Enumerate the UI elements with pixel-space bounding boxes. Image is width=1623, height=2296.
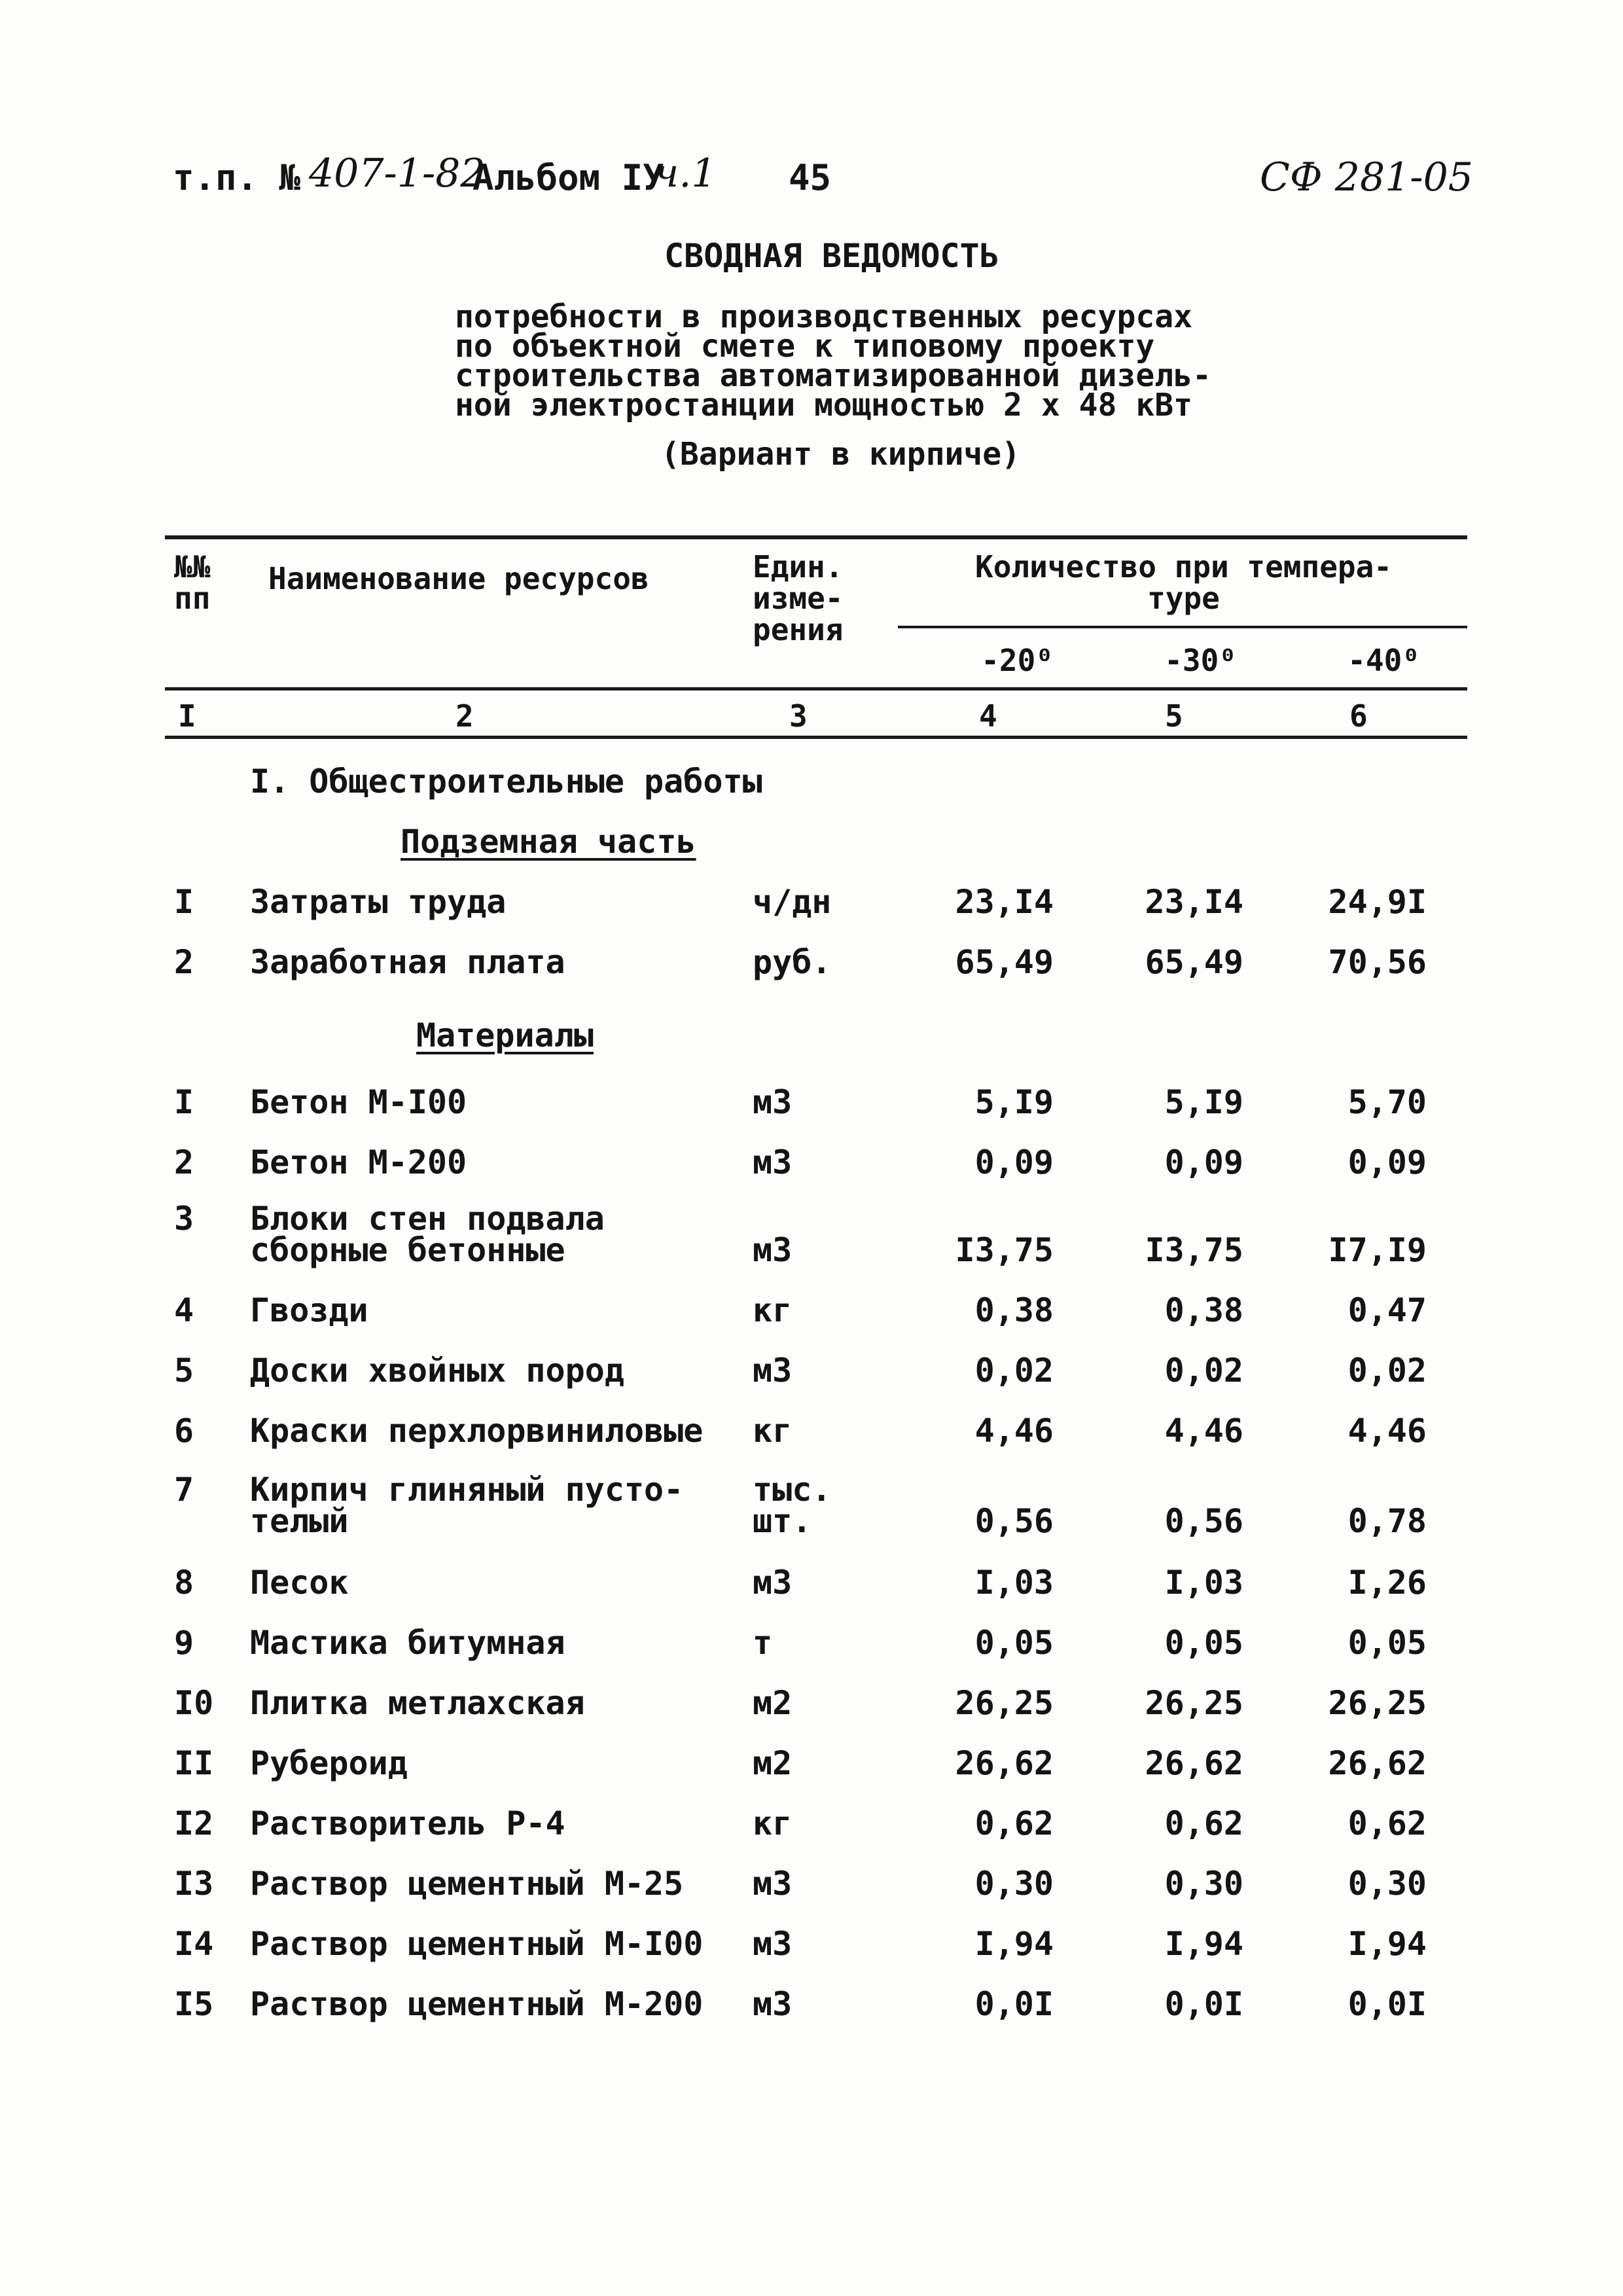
resource-name: Мастика битумная: [250, 1624, 565, 1662]
col-header-temp-30: -30⁰: [1164, 643, 1237, 678]
row-number: I0: [174, 1684, 214, 1722]
resource-unit: тыс. шт.: [753, 1471, 832, 1540]
section-title-text: I. Общестроительные работы: [250, 762, 762, 800]
qty-minus-30: 23,I4: [1145, 883, 1243, 921]
qty-minus-20: 0,09: [974, 1143, 1054, 1181]
resource-name: Заработная плата: [250, 943, 565, 981]
row-number: I2: [174, 1804, 214, 1842]
album-label: Альбом IУ: [473, 157, 664, 198]
resource-name: Кирпич глиняный пусто- телый: [250, 1471, 684, 1540]
qty-minus-30: 0,38: [1164, 1291, 1243, 1329]
col-number-5: 5: [1165, 698, 1183, 734]
qty-minus-20: 23,I4: [955, 883, 1054, 921]
col-number-1: I: [178, 698, 196, 734]
resource-unit: т: [753, 1624, 773, 1662]
row-number: I5: [174, 1985, 214, 2023]
resource-unit: м2: [753, 1744, 793, 1782]
resource-name: Раствор цементный М-200: [250, 1985, 704, 2023]
qty-minus-20: 0,02: [974, 1352, 1054, 1390]
qty-minus-20: 0,56: [974, 1502, 1054, 1540]
resource-unit: м2: [753, 1684, 793, 1722]
row-number: 3: [174, 1200, 194, 1238]
sheet-code: СФ 281-05: [1260, 154, 1473, 200]
resource-name: Затраты труда: [250, 883, 507, 921]
variant-note: (Вариант в кирпиче): [661, 436, 1021, 473]
qty-minus-20: 0,0I: [974, 1985, 1054, 2023]
resource-unit: м3: [753, 1231, 793, 1269]
qty-minus-20: I,94: [974, 1925, 1054, 1963]
qty-minus-20: 0,38: [974, 1291, 1054, 1329]
qty-minus-40: 70,56: [1328, 943, 1427, 981]
qty-minus-20: 0,05: [974, 1624, 1054, 1662]
qty-minus-30: 0,62: [1164, 1804, 1243, 1842]
document-subtitle: потребности в производственных ресурсах по объектной смете к типовому проекту строительства автоматизированной дизель- ной электростанции мощностью 2 х 48 кВт: [455, 298, 1211, 423]
qty-minus-30: I,94: [1164, 1925, 1243, 1963]
qty-minus-40: 5,70: [1347, 1083, 1427, 1121]
resource-unit: м3: [753, 1925, 793, 1963]
section-title: [250, 762, 762, 800]
row-number: II: [174, 1744, 214, 1782]
resource-name: Доски хвойных пород: [250, 1352, 624, 1390]
resource-name: Рубероид: [250, 1744, 408, 1782]
resource-unit: м3: [753, 1985, 793, 2023]
qty-minus-30: 0,05: [1164, 1624, 1243, 1662]
resource-name: Краски перхлорвиниловые: [250, 1412, 704, 1450]
resource-name: Раствор цементный М-I00: [250, 1925, 704, 1963]
resource-unit: м3: [753, 1083, 793, 1121]
qty-minus-30: I,03: [1164, 1564, 1243, 1602]
qty-minus-30: I3,75: [1145, 1231, 1243, 1269]
qty-minus-20: 0,30: [974, 1865, 1054, 1903]
row-number: 8: [174, 1564, 194, 1602]
resource-unit: м3: [753, 1143, 793, 1181]
resource-unit: ч/дн: [753, 883, 832, 921]
qty-minus-40: 0,09: [1347, 1143, 1427, 1181]
resource-unit: кг: [753, 1291, 793, 1329]
resource-unit: руб.: [753, 943, 832, 981]
document-title: СВОДНАЯ ВЕДОМОСТЬ: [664, 237, 999, 275]
resource-name: Блоки стен подвала сборные бетонные: [250, 1200, 605, 1269]
qty-minus-40: 4,46: [1347, 1412, 1427, 1450]
qty-minus-40: I,26: [1347, 1564, 1427, 1602]
qty-minus-20: 65,49: [955, 943, 1054, 981]
col-number-2: 2: [455, 698, 474, 734]
qty-minus-30: 0,09: [1164, 1143, 1243, 1181]
col-number-6: 6: [1349, 698, 1368, 734]
qty-minus-30: 0,0I: [1164, 1985, 1243, 2023]
doc-code: 407-1-82: [309, 151, 486, 196]
qty-minus-20: I3,75: [955, 1231, 1054, 1269]
col-header-temp-40: -40⁰: [1347, 643, 1420, 678]
page-number: 45: [789, 157, 832, 198]
subsection-underground: Подземная часть: [401, 823, 696, 861]
qty-minus-40: I,94: [1347, 1925, 1427, 1963]
qty-minus-40: 0,78: [1347, 1502, 1427, 1540]
qty-minus-30: 0,56: [1164, 1502, 1243, 1540]
row-number: 9: [174, 1624, 194, 1662]
resource-unit: кг: [753, 1412, 793, 1450]
col-header-temp-20: -20⁰: [981, 643, 1054, 678]
qty-minus-40: 0,30: [1347, 1865, 1427, 1903]
row-number: I: [174, 1083, 194, 1121]
row-number: 7: [174, 1471, 194, 1509]
col-header-unit: Един. изме- рения: [753, 549, 844, 647]
col-header-number: №№ пп: [174, 549, 211, 616]
row-number: I: [174, 883, 194, 921]
resource-unit: кг: [753, 1804, 793, 1842]
header-bottom-rule: [165, 687, 1467, 691]
qty-minus-40: 26,62: [1328, 1744, 1427, 1782]
resource-name: Раствор цементный М-25: [250, 1865, 684, 1903]
qty-minus-40: 0,0I: [1347, 1985, 1427, 2023]
qty-minus-30: 26,62: [1145, 1744, 1243, 1782]
qty-minus-40: 26,25: [1328, 1684, 1427, 1722]
row-number: 2: [174, 1143, 194, 1181]
table-top-rule: [165, 535, 1467, 539]
qty-minus-20: I,03: [974, 1564, 1054, 1602]
col-header-name: Наименование ресурсов: [268, 561, 649, 596]
resource-name: Плитка метлахская: [250, 1684, 585, 1722]
qty-minus-20: 5,I9: [974, 1083, 1054, 1121]
qty-minus-40: 0,02: [1347, 1352, 1427, 1390]
qty-minus-30: 65,49: [1145, 943, 1243, 981]
subsection-materials: Материалы: [416, 1016, 594, 1054]
resource-name: Песок: [250, 1564, 349, 1602]
qty-minus-20: 26,62: [955, 1744, 1054, 1782]
qty-minus-40: 0,62: [1347, 1804, 1427, 1842]
resource-name: Гвозди: [250, 1291, 368, 1329]
qty-minus-40: 0,47: [1347, 1291, 1427, 1329]
qty-minus-30: 26,25: [1145, 1684, 1243, 1722]
resource-unit: м3: [753, 1564, 793, 1602]
row-number: 4: [174, 1291, 194, 1329]
row-number: 2: [174, 943, 194, 981]
qty-minus-30: 5,I9: [1164, 1083, 1243, 1121]
col-header-quantity: Количество при темпера- туре: [975, 549, 1392, 616]
colnum-bottom-rule: [165, 736, 1467, 739]
qty-minus-30: 0,30: [1164, 1865, 1243, 1903]
qty-minus-30: 0,02: [1164, 1352, 1243, 1390]
row-number: I3: [174, 1865, 214, 1903]
qty-minus-20: 4,46: [974, 1412, 1054, 1450]
doc-prefix: т.п. №: [173, 157, 301, 198]
qty-minus-20: 0,62: [974, 1804, 1054, 1842]
row-number: 6: [174, 1412, 194, 1450]
resource-name: Растворитель Р-4: [250, 1804, 565, 1842]
resource-name: Бетон М-I00: [250, 1083, 467, 1121]
qty-minus-40: 24,9I: [1328, 883, 1427, 921]
row-number: I4: [174, 1925, 214, 1963]
qty-minus-40: I7,I9: [1328, 1231, 1427, 1269]
row-number: 5: [174, 1352, 194, 1390]
temp-divider-rule: [898, 626, 1467, 628]
qty-minus-30: 4,46: [1164, 1412, 1243, 1450]
col-number-3: 3: [789, 698, 808, 734]
resource-unit: м3: [753, 1352, 793, 1390]
part-label: ч.1: [654, 151, 717, 196]
resource-name: Бетон М-200: [250, 1143, 467, 1181]
col-number-4: 4: [979, 698, 997, 734]
resource-unit: м3: [753, 1865, 793, 1903]
qty-minus-40: 0,05: [1347, 1624, 1427, 1662]
qty-minus-20: 26,25: [955, 1684, 1054, 1722]
